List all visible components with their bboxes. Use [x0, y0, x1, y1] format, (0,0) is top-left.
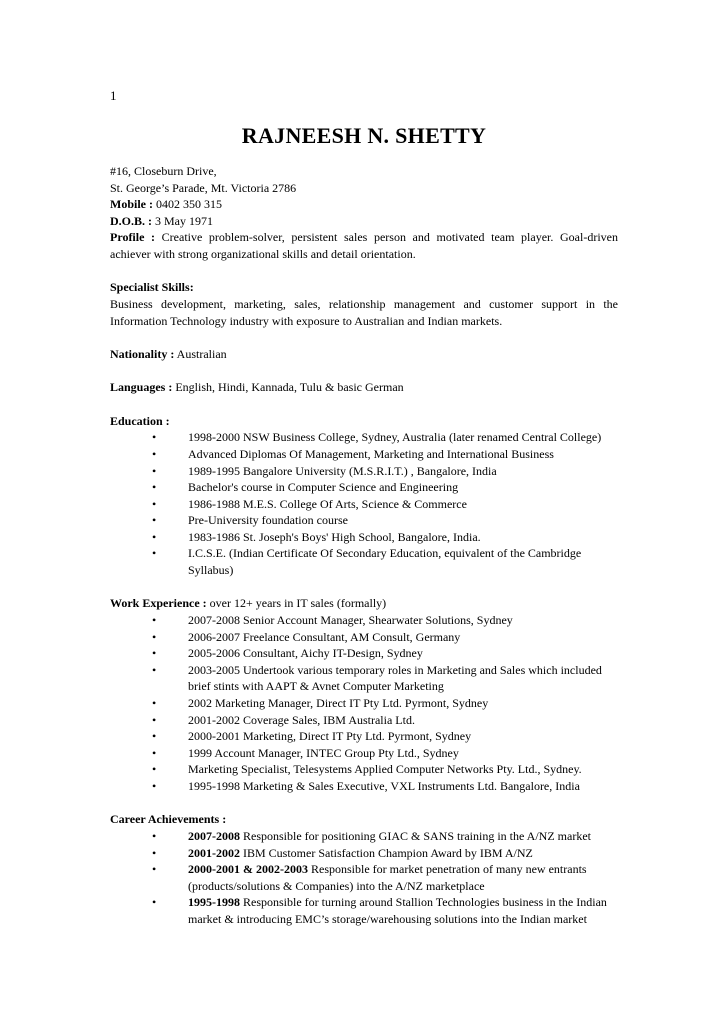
bullet-icon: •: [152, 546, 157, 561]
list-item: • 2000-2001 Marketing, Direct IT Pty Ltd. Pyrmont, Sydney: [152, 729, 472, 744]
resume-body: [110, 163, 618, 928]
bullet-icon: •: [152, 696, 157, 711]
list-item: • 1989-1995 Bangalore University (M.S.R.I.T.) , Bangalore, India: [152, 463, 497, 478]
career-achievements-list: [110, 828, 618, 928]
bullet-icon: •: [152, 845, 157, 860]
dob-label: D.O.B. :: [110, 213, 152, 228]
bullet-icon: •: [152, 895, 157, 910]
list-item: • Bachelor's course in Computer Science and Engineering: [152, 480, 459, 495]
list-item: • 2001-2002 IBM Customer Satisfaction Champion Award by IBM A/NZ: [152, 845, 533, 860]
bullet-icon: •: [152, 480, 157, 495]
list-item: • 2002 Marketing Manager, Direct IT Pty Ltd. Pyrmont, Sydney: [152, 696, 489, 711]
work-experience-label: Work Experience :: [110, 596, 207, 611]
address-line-2: St. George’s Parade, Mt. Victoria 2786: [110, 180, 297, 195]
mobile-value: 0402 350 315: [153, 197, 222, 212]
list-item: • 2001-2002 Coverage Sales, IBM Australia Ltd.: [152, 712, 415, 727]
bullet-icon: •: [152, 729, 157, 744]
education-list: [110, 429, 618, 578]
list-item: • 1995-1998 Marketing & Sales Executive, VXL Instruments Ltd. Bangalore, India: [152, 778, 580, 793]
bullet-icon: •: [152, 613, 157, 628]
languages-label: Languages :: [110, 380, 173, 395]
address-line-1: #16, Closeburn Drive,: [110, 164, 217, 178]
list-item: • 1999 Account Manager, INTEC Group Pty Ltd., Sydney: [152, 745, 459, 760]
bullet-icon: •: [152, 828, 157, 843]
work-experience-heading: [110, 595, 618, 612]
languages-value: English, Hindi, Kannada, Tulu & basic German: [172, 380, 404, 395]
list-item: • 2007-2008 Senior Account Manager, Shearwater Solutions, Sydney: [152, 613, 513, 628]
work-experience-list: [110, 612, 618, 795]
list-item: • Advanced Diplomas Of Management, Marketing and International Business: [152, 446, 554, 461]
bullet-icon: •: [152, 430, 157, 445]
list-item: • 2005-2006 Consultant, Aichy IT-Design, Sydney: [152, 646, 423, 661]
education-heading: Education :: [110, 413, 170, 428]
page-number: 1: [110, 88, 117, 103]
mobile-line: [110, 196, 618, 213]
career-achievements-heading: Career Achievements :: [110, 812, 227, 827]
nationality-value: Australian: [174, 346, 227, 361]
list-item: • 2000-2001 & 2002-2003 Responsible for market penetration of many new entrants (products/solutions & Companies) into the A/NZ marketplace: [152, 862, 587, 893]
profile-label: Profile :: [110, 230, 156, 245]
bullet-icon: •: [152, 745, 157, 760]
list-item: • Marketing Specialist, Telesystems Applied Computer Networks Pty. Ltd., Sydney.: [152, 762, 582, 777]
bullet-icon: •: [152, 463, 157, 478]
bullet-icon: •: [152, 529, 157, 544]
nationality-label: Nationality :: [110, 346, 175, 361]
list-item: • 2006-2007 Freelance Consultant, AM Consult, Germany: [152, 629, 461, 644]
list-item: • 2003-2005 Undertook various temporary roles in Marketing and Sales which included brief stints with AAPT & Avnet Computer Marketing: [152, 662, 602, 694]
bullet-icon: •: [152, 778, 157, 793]
dob-line: [110, 213, 618, 230]
bullet-icon: •: [152, 712, 157, 727]
bullet-icon: •: [152, 762, 157, 777]
profile-text: Creative problem-solver, persistent sales person and motivated team player. Goal-driven achiever with strong organizational skills and detail orientation.: [110, 230, 618, 261]
bullet-icon: •: [152, 862, 157, 877]
specialist-skills-heading: Specialist Skills:: [110, 280, 194, 295]
list-item: • 2007-2008 Responsible for positioning GIAC & SANS training in the A/NZ market: [152, 828, 591, 843]
bullet-icon: •: [152, 513, 157, 528]
mobile-label: Mobile :: [110, 197, 153, 212]
resume-name-heading: RAJNEESH N. SHETTY: [241, 123, 487, 148]
bullet-icon: •: [152, 496, 157, 511]
profile-paragraph: [110, 229, 618, 262]
languages-line: [110, 379, 618, 396]
bullet-icon: •: [152, 662, 157, 677]
bullet-icon: •: [152, 629, 157, 644]
list-item: • 1986-1988 M.E.S. College Of Arts, Science & Commerce: [152, 496, 467, 511]
list-item: • 1995-1998 Responsible for turning around Stallion Technologies business in the Indian market & introducing EMC’s storage/warehousing solutions into the Indian market: [152, 895, 607, 926]
bullet-icon: •: [152, 446, 157, 461]
dob-value: 3 May 1971: [152, 213, 213, 228]
bullet-icon: •: [152, 646, 157, 661]
list-item: • 1998-2000 NSW Business College, Sydney, Australia (later renamed Central College): [152, 430, 602, 445]
list-item: • 1983-1986 St. Joseph's Boys' High School, Bangalore, India.: [152, 529, 481, 544]
list-item: • I.C.S.E. (Indian Certificate Of Secondary Education, equivalent of the Cambridge Syllabus): [152, 546, 582, 578]
list-item: • Pre-University foundation course: [152, 513, 348, 528]
nationality-line: [110, 346, 618, 363]
work-experience-summary: over 12+ years in IT sales (formally): [206, 596, 387, 611]
specialist-skills-text: Business development, marketing, sales, relationship management and customer support in the Information Technology industry with exposure to Australian and Indian markets.: [110, 296, 618, 328]
